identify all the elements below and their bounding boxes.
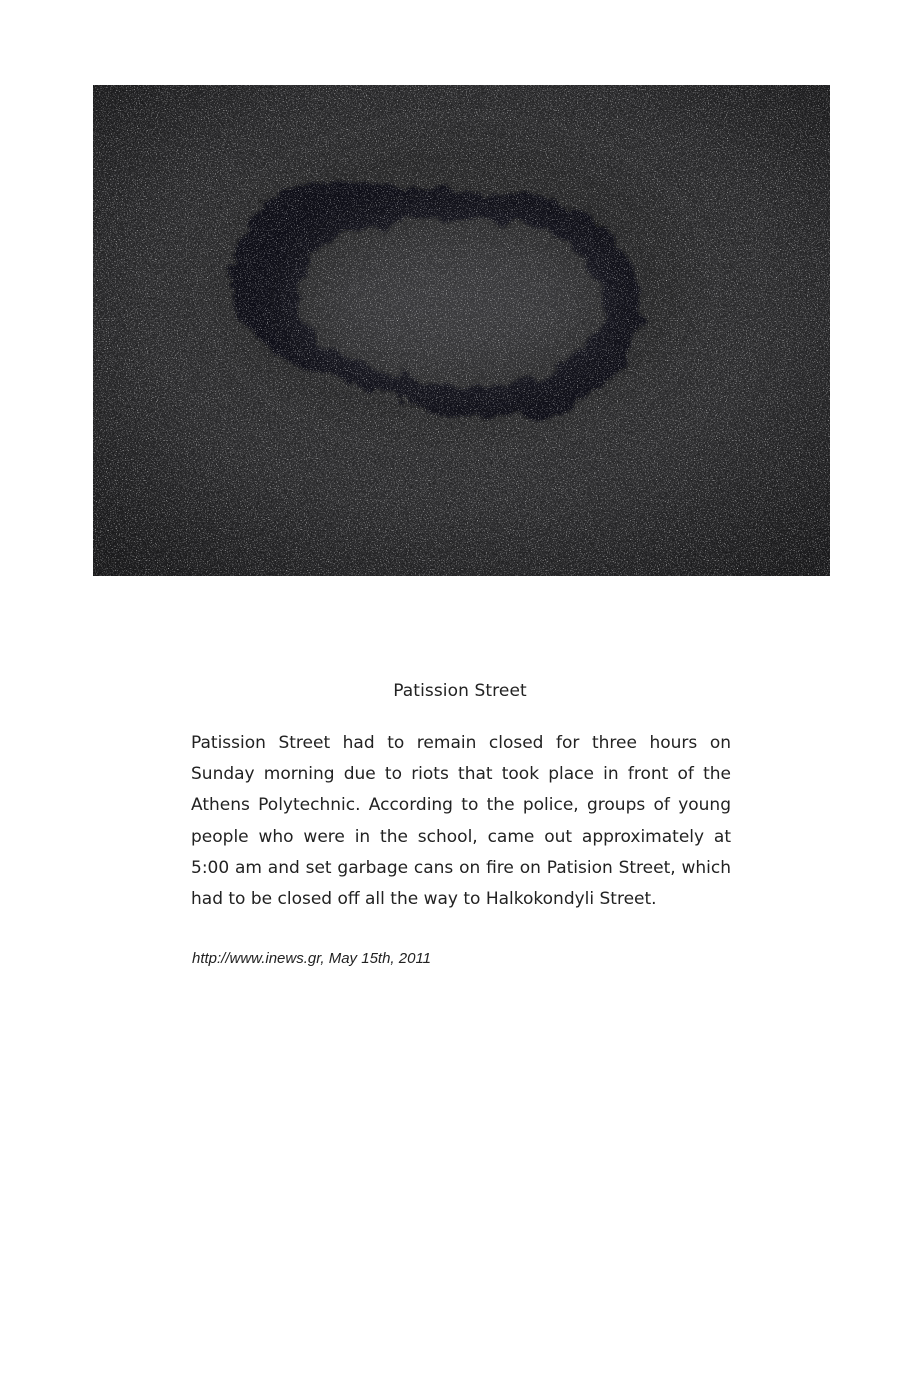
page-title: Patission Street (393, 681, 527, 701)
source-citation: http://www.inews.gr, May 15th, 2011 (192, 950, 432, 967)
asphalt-burn-mark-photo (93, 85, 830, 576)
body-paragraph: Patission Street had to remain closed for three hours on Sunday morning due to riots that took place in front of the Athens Polytechnic. According to the police, groups of young people who were in the school, came out approximately at 5:00 am and set garbage cans on fire on Patision Street, which had to be closed off all the way to Halkokondyli Street. (191, 733, 731, 910)
